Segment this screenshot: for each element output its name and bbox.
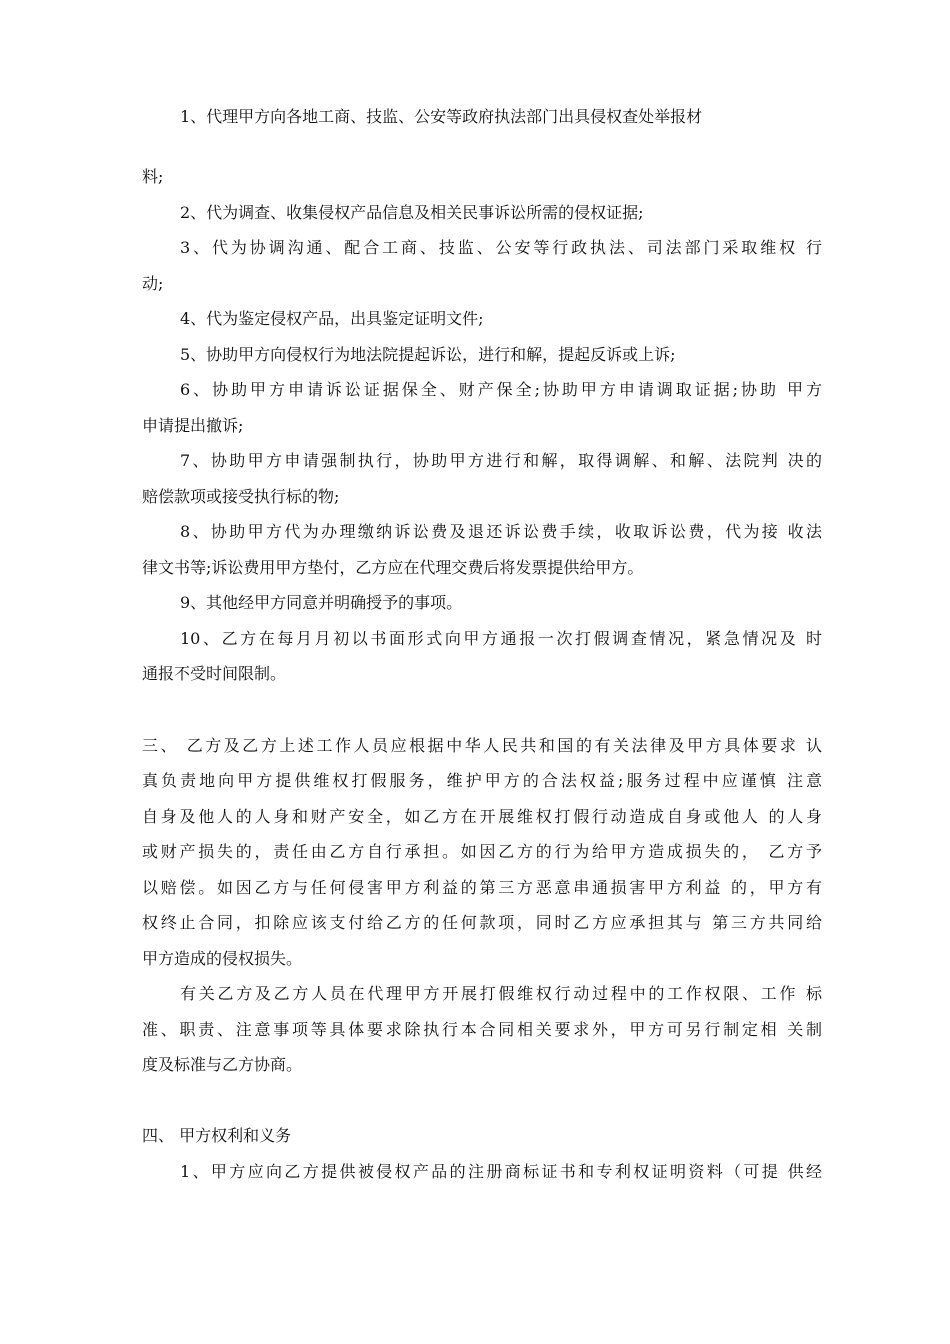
item-1-line-1: 1、代理甲方向各地工商、技监、公安等政府执法部门出具侵权查处举报材 <box>180 107 703 126</box>
item-3-line-2: 动; <box>142 274 164 293</box>
item-10-line-2: 通报不受时间限制。 <box>142 664 287 683</box>
section-3-para-2-line-1: 有关乙方及乙方人员在代理甲方开展打假维权行动过程中的工作权限、工作 标 <box>180 984 822 1003</box>
item-8-line-2: 律文书等;诉讼费用甲方垫付，乙方应在代理交费后将发票提供给甲方。 <box>142 558 644 577</box>
section-3-line-7: 甲方造成的侵权损失。 <box>142 949 303 968</box>
section-3-line-4: 或财产损失的，责任由乙方自行承担。如因乙方的行为给甲方造成损失的， 乙方予 <box>142 842 822 861</box>
item-1-line-2: 料; <box>142 167 164 186</box>
section-4-heading: 四、 甲方权利和义务 <box>142 1126 292 1145</box>
item-6-line-2: 申请提出撤诉; <box>142 416 244 435</box>
item-8-line-1: 8、协助甲方代为办理缴纳诉讼费及退还诉讼费手续，收取诉讼费，代为接 收法 <box>180 522 822 541</box>
section-3-line-1: 三、 乙方及乙方上述工作人员应根据中华人民共和国的有关法律及甲方具体要求 认 <box>142 736 822 755</box>
item-6-line-1: 6、协助甲方申请诉讼证据保全、财产保全;协助甲方申请调取证据;协助 甲方 <box>180 380 822 399</box>
section-3-para-2-line-3: 度及标准与乙方协商。 <box>142 1055 303 1074</box>
section-3-line-5: 以赔偿。如因乙方与任何侵害甲方利益的第三方恶意串通损害甲方利益 的，甲方有 <box>142 878 822 897</box>
item-4-line: 4、代为鉴定侵权产品，出具鉴定证明文件; <box>180 309 484 328</box>
item-7-line-1: 7、协助甲方申请强制执行，协助甲方进行和解，取得调解、和解、法院判 决的 <box>180 451 822 470</box>
item-7-line-2: 赔偿款项或接受执行标的物; <box>142 487 340 506</box>
item-9-line: 9、其他经甲方同意并明确授予的事项。 <box>180 593 463 612</box>
item-5-line: 5、协助甲方向侵权行为地法院提起诉讼，进行和解，提起反诉或上诉; <box>180 345 676 364</box>
item-2-line: 2、代为调查、收集侵权产品信息及相关民事诉讼所需的侵权证据; <box>180 203 644 222</box>
section-3-para-2-line-2: 准、职责、注意事项等具体要求除执行本合同相关要求外，甲方可另行制定相 关制 <box>142 1020 822 1039</box>
section-3-line-3: 自身及他人的人身和财产安全，如乙方在开展维权打假行动造成自身或他人 的人身 <box>142 807 822 826</box>
item-10-line-1: 10、乙方在每月月初以书面形式向甲方通报一次打假调查情况，紧急情况及 时 <box>180 629 822 648</box>
section-3-line-2: 真负责地向甲方提供维权打假服务，维护甲方的合法权益;服务过程中应谨慎 注意 <box>142 771 822 790</box>
item-3-line-1: 3、代为协调沟通、配合工商、技监、公安等行政执法、司法部门采取维权 行 <box>180 238 822 257</box>
section-3-line-6: 权终止合同，扣除应该支付给乙方的任何款项，同时乙方应承担其与 第三方共同给 <box>142 913 822 932</box>
section-4-item-1-line-1: 1、甲方应向乙方提供被侵权产品的注册商标证书和专利权证明资料（可提 供经 <box>180 1162 822 1181</box>
